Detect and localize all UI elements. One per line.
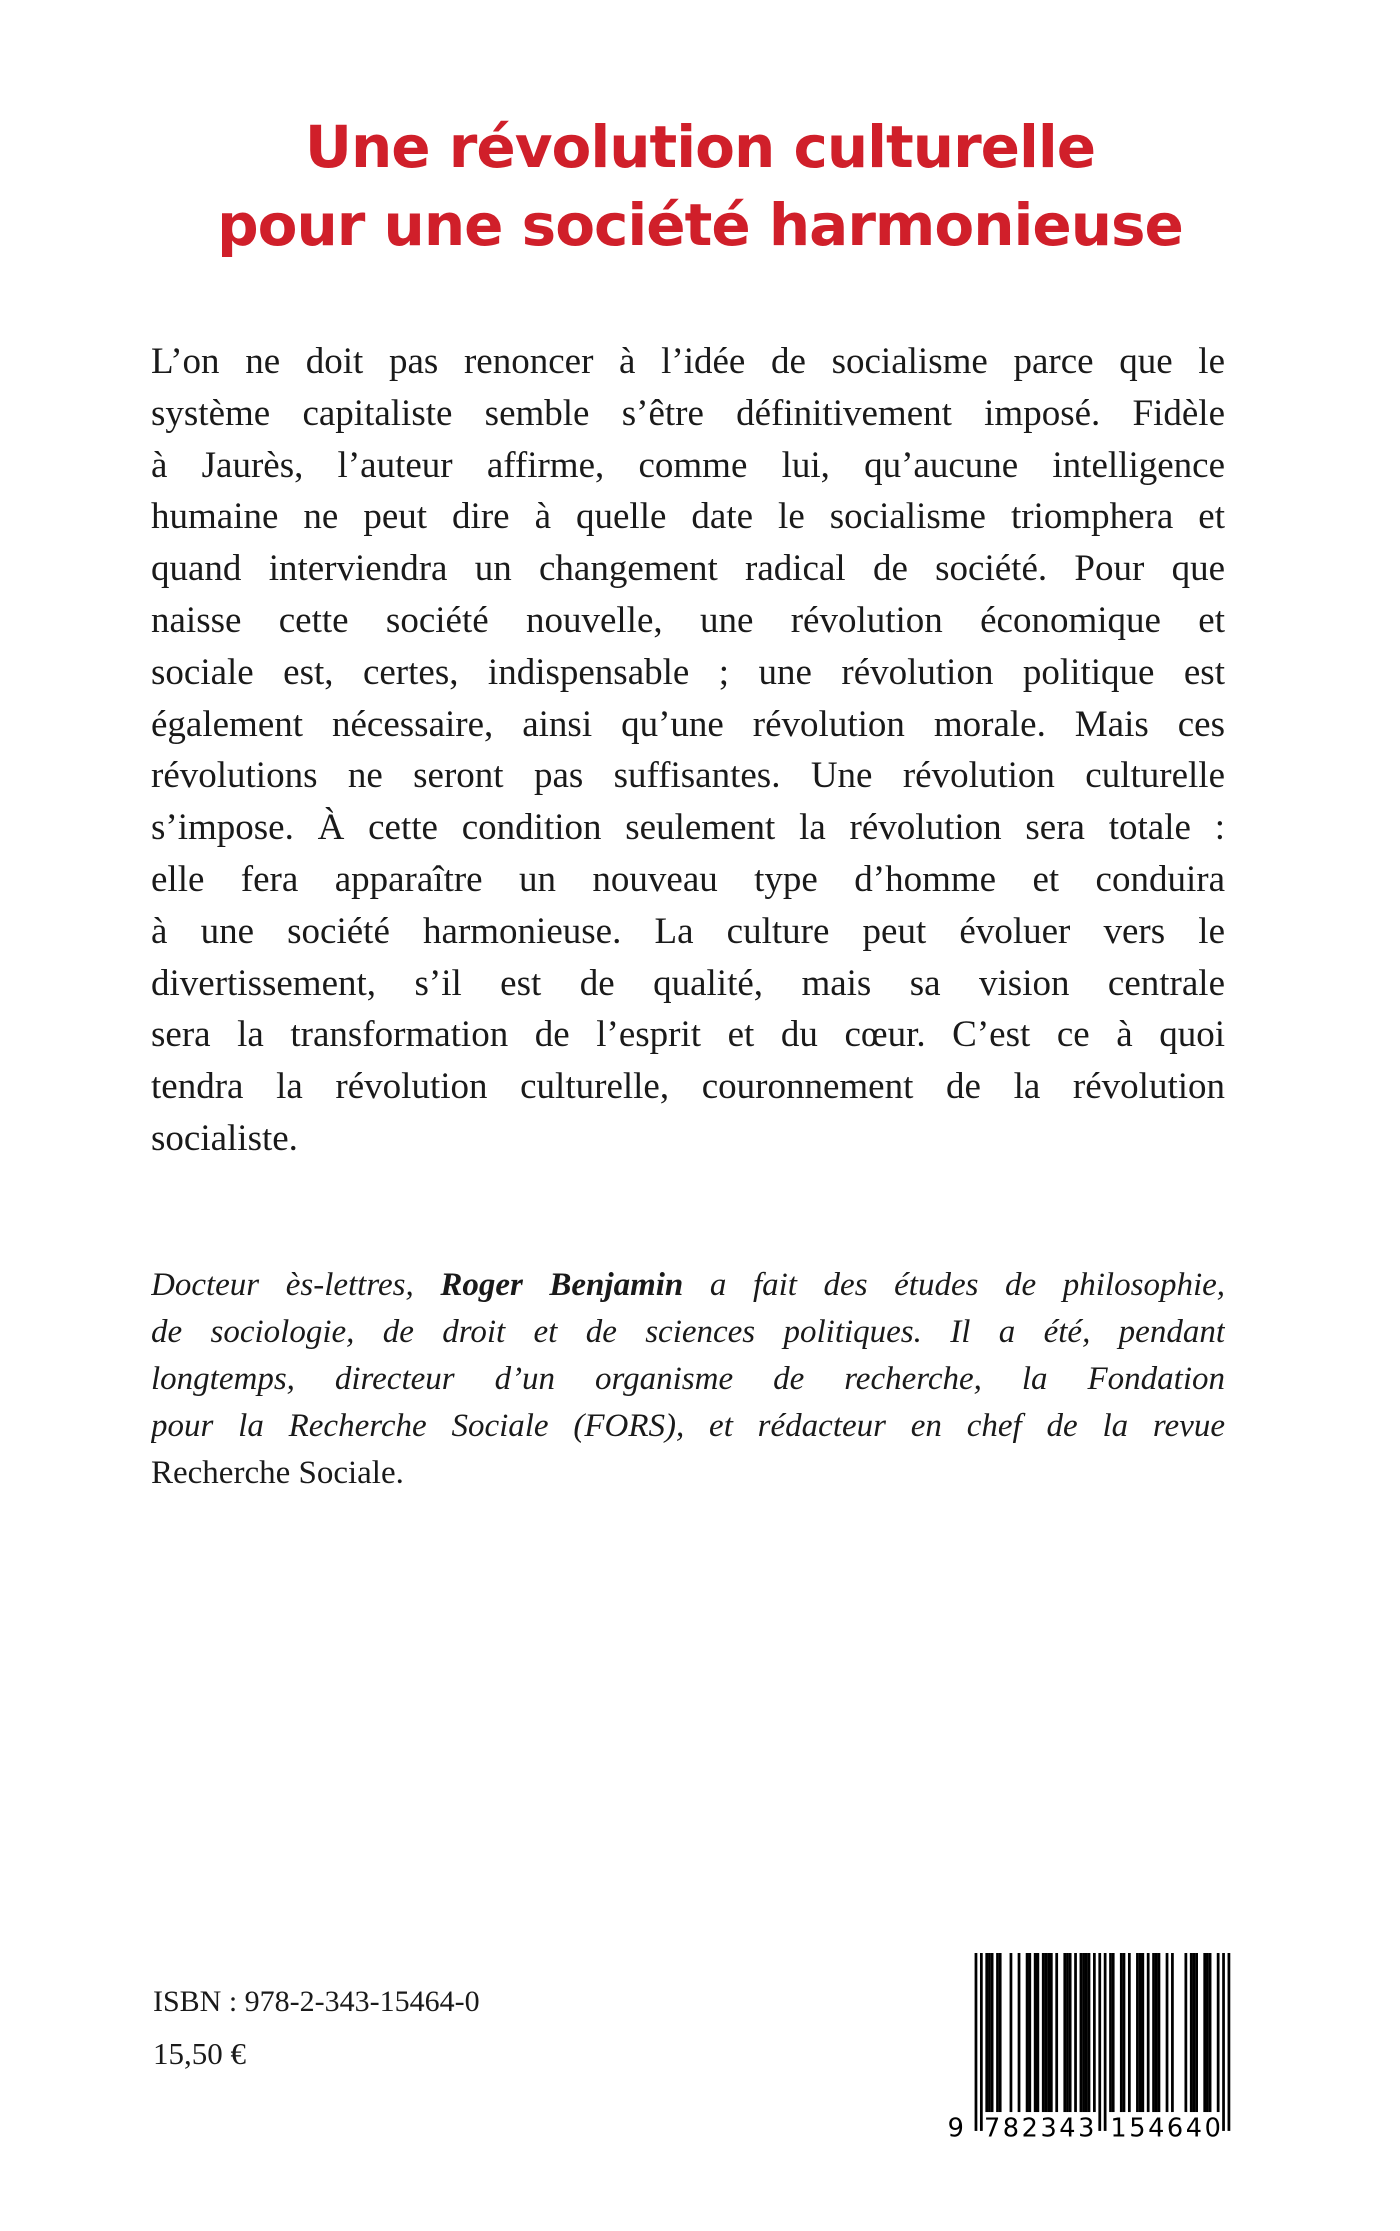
bio-text: de sociologie, de droit et de sciences politiques. Il a été, pendant (151, 1314, 1225, 1350)
barcode-bar (1034, 1953, 1037, 2112)
book-title (0, 108, 1400, 264)
barcode-bar (1155, 1953, 1158, 2112)
barcode-digit: 4 (1185, 2113, 1203, 2139)
blurb-line: s’impose. À cette condition seulement la révolution sera totale : (151, 807, 1225, 849)
barcode-bar (1190, 1953, 1193, 2112)
blurb-line: quand interviendra un changement radical de société. Pour que (151, 548, 1225, 590)
barcode-bar (1093, 1953, 1096, 2112)
barcode-bar (1112, 1953, 1115, 2112)
barcode-bar (1158, 1953, 1161, 2112)
barcode-bar (1082, 1953, 1085, 2112)
price: 15,50 € (153, 2036, 246, 2071)
blurb-line: système capitaliste semble s’être définitivement imposé. Fidèle (151, 392, 1225, 434)
barcode-digit: 8 (1002, 2113, 1020, 2139)
blurb-line: sociale est, certes, indispensable ; une révolution politique est (151, 651, 1225, 693)
isbn: ISBN : 978-2-343-15464-0 (153, 1985, 480, 2018)
blurb-line: naisse cette société nouvelle, une révolution économique et (151, 599, 1225, 641)
barcode-digit: 3 (1040, 2113, 1057, 2139)
barcode-bar (985, 1953, 988, 2112)
barcode-bar (1104, 1953, 1107, 2131)
blurb-line: humaine ne peut dire à quelle date le socialisme triomphera et (151, 496, 1225, 538)
blurb-line: elle fera apparaître un nouveau type d’homme et conduira (151, 858, 1225, 900)
bio-text: Docteur ès-lettres, (151, 1267, 441, 1303)
barcode-bar (975, 1953, 978, 2131)
barcode-bar (1010, 1953, 1013, 2112)
barcode-bar (1047, 1953, 1050, 2112)
journal-name: Recherche Sociale. (151, 1455, 404, 1491)
barcode-bar (1141, 1953, 1144, 2112)
barcode-digit: 3 (1078, 2113, 1095, 2139)
barcode-digit: 2 (1021, 2113, 1038, 2139)
blurb-line: révolutions ne seront pas suffisantes. Une révolution culturelle (151, 755, 1225, 797)
barcode-bar (1152, 1953, 1155, 2112)
barcode-bar (1050, 1953, 1053, 2112)
barcode-bar (1136, 1953, 1139, 2112)
barcode-bar (1120, 1953, 1123, 2112)
barcode-bar (1222, 1953, 1225, 2131)
barcode-bar (1074, 1953, 1077, 2112)
barcode-bar (996, 1953, 999, 2112)
barcode-bar (1171, 1953, 1174, 2112)
barcode-digit: 9 (947, 2113, 964, 2139)
barcode-bar (1036, 1953, 1039, 2112)
barcode-bar (1184, 1953, 1187, 2112)
barcode-bar (1206, 1953, 1209, 2112)
blurb-line: sera la transformation de l’esprit et du cœur. C’est ce à quoi (151, 1014, 1225, 1056)
barcode-bar (1128, 1953, 1131, 2112)
barcode-bar (1195, 1953, 1198, 2112)
barcode-bar (1055, 1953, 1058, 2112)
blurb-line: socialiste. (151, 1117, 298, 1159)
barcode-bar (1018, 1953, 1021, 2112)
title-line-1: Une révolution culturelle (304, 113, 1096, 181)
barcode (945, 1953, 1241, 2139)
barcode-bar (980, 1953, 983, 2131)
barcode-digit: 5 (1129, 2113, 1146, 2139)
blurb-line: tendra la révolution culturelle, couronnement de la révolution (151, 1066, 1225, 1108)
barcode-bar (1123, 1953, 1126, 2112)
barcode-bar (1045, 1953, 1048, 2112)
barcode-bar (1166, 1953, 1169, 2112)
barcode-bar (1088, 1953, 1091, 2112)
barcode-bar (1069, 1953, 1072, 2112)
blurb-paragraph (151, 336, 1225, 1165)
blurb-line: également nécessaire, ainsi qu’une révolution morale. Mais ces (151, 703, 1225, 745)
barcode-bar (1209, 1953, 1212, 2112)
blurb-line: à Jaurès, l’auteur affirme, comme lui, qu’aucune intelligence (151, 444, 1225, 486)
barcode-digit: 4 (1148, 2113, 1165, 2139)
barcode-digit: 0 (1204, 2113, 1221, 2139)
barcode-bar (1193, 1953, 1196, 2112)
barcode-bar (1028, 1953, 1031, 2112)
blurb-line: L’on ne doit pas renoncer à l’idée de socialisme parce que le (151, 341, 1225, 382)
barcode-bar (1139, 1953, 1142, 2112)
barcode-bar (1063, 1953, 1066, 2112)
title-line-2: pour une société harmonieuse (217, 191, 1183, 259)
barcode-bar (988, 1953, 991, 2112)
barcode-bar (1098, 1953, 1101, 2131)
barcode-bar (1203, 1953, 1206, 2112)
barcode-digit: 4 (1059, 2113, 1076, 2139)
barcode-bar (991, 1953, 994, 2112)
bio-text: longtemps, directeur d’un organisme de recherche, la Fondation (151, 1361, 1225, 1397)
barcode-digit: 6 (1166, 2113, 1184, 2139)
blurb-line: à une société harmonieuse. La culture peut évoluer vers le (151, 910, 1225, 952)
barcode-bar (1109, 1953, 1112, 2112)
barcode-bar (1217, 1953, 1220, 2112)
barcode-bar (1147, 1953, 1150, 2112)
author-bio (151, 1262, 1225, 1497)
barcode-bar (1026, 1953, 1029, 2112)
barcode-bar (1085, 1953, 1088, 2112)
barcode-bar (999, 1953, 1002, 2112)
blurb-line: divertissement, s’il est de qualité, mais sa vision centrale (151, 962, 1225, 1004)
barcode-bar (1066, 1953, 1069, 2112)
barcode-bar (1228, 1953, 1231, 2131)
barcode-digit: 1 (1110, 2113, 1127, 2139)
barcode-digit: 7 (983, 2113, 1001, 2139)
bio-text: pour la Recherche Sociale (FORS), et rédacteur en chef de la revue (151, 1408, 1225, 1444)
author-name: Roger Benjamin (440, 1267, 684, 1303)
barcode-bar (1042, 1953, 1045, 2112)
bio-text: a fait des études de philosophie, (683, 1267, 1225, 1303)
barcode-bar (1080, 1953, 1083, 2112)
